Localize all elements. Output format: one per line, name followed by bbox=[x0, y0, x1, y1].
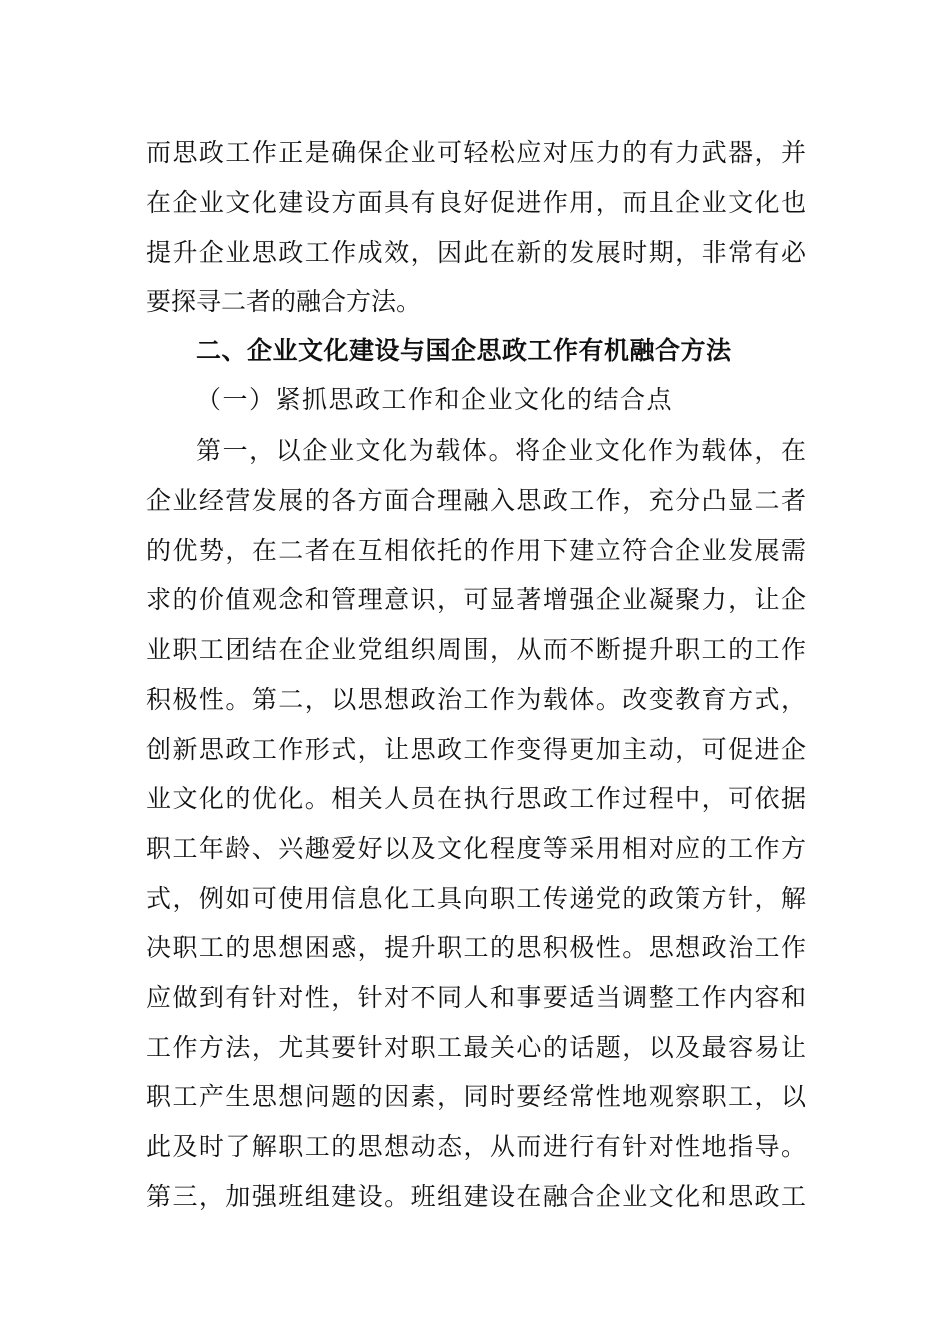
section-heading: 二、企业文化建设与国企思政工作有机融合方法 bbox=[196, 336, 732, 365]
body-line-6: 积极性。第二，以思想政治工作为载体。改变教育方式， bbox=[146, 685, 806, 714]
intro-line-1: 而思政工作正是确保企业可轻松应对压力的有力武器，并 bbox=[146, 138, 806, 167]
intro-line-3: 提升企业思政工作成效，因此在新的发展时期，非常有必 bbox=[146, 238, 806, 267]
intro-line-2: 在企业文化建设方面具有良好促进作用，而且企业文化也 bbox=[146, 188, 806, 217]
body-line-12: 应做到有针对性，针对不同人和事要适当调整工作内容和 bbox=[146, 983, 806, 1012]
body-line-2: 企业经营发展的各方面合理融入思政工作，充分凸显二者 bbox=[146, 486, 806, 515]
body-line-10: 式，例如可使用信息化工具向职工传递党的政策方针，解 bbox=[146, 884, 806, 913]
body-line-4: 求的价值观念和管理意识，可显著增强企业凝聚力，让企 bbox=[146, 585, 806, 614]
body-line-15: 此及时了解职工的思想动态，从而进行有针对性地指导。 bbox=[146, 1132, 806, 1161]
body-line-11: 决职工的思想困惑，提升职工的思积极性。思想政治工作 bbox=[146, 933, 806, 962]
body-line-5: 业职工团结在企业党组织周围，从而不断提升职工的工作 bbox=[146, 635, 806, 664]
body-line-16: 第三，加强班组建设。班组建设在融合企业文化和思政工 bbox=[146, 1182, 806, 1211]
body-line-14: 职工产生思想问题的因素，同时要经常性地观察职工，以 bbox=[146, 1082, 806, 1111]
body-line-9: 职工年龄、兴趣爱好以及文化程度等采用相对应的工作方 bbox=[146, 834, 806, 863]
body-line-13: 工作方法，尤其要针对职工最关心的话题，以及最容易让 bbox=[146, 1033, 806, 1062]
intro-line-4: 要探寻二者的融合方法。 bbox=[146, 287, 422, 316]
body-line-7: 创新思政工作形式，让思政工作变得更加主动，可促进企 bbox=[146, 735, 806, 764]
body-line-3: 的优势，在二者在互相依托的作用下建立符合企业发展需 bbox=[146, 536, 806, 565]
subsection-heading: （一）紧抓思政工作和企业文化的结合点 bbox=[196, 385, 674, 414]
body-line-8: 业文化的优化。相关人员在执行思政工作过程中，可依据 bbox=[146, 784, 806, 813]
body-line-1: 第一，以企业文化为载体。将企业文化作为载体，在 bbox=[196, 436, 806, 465]
